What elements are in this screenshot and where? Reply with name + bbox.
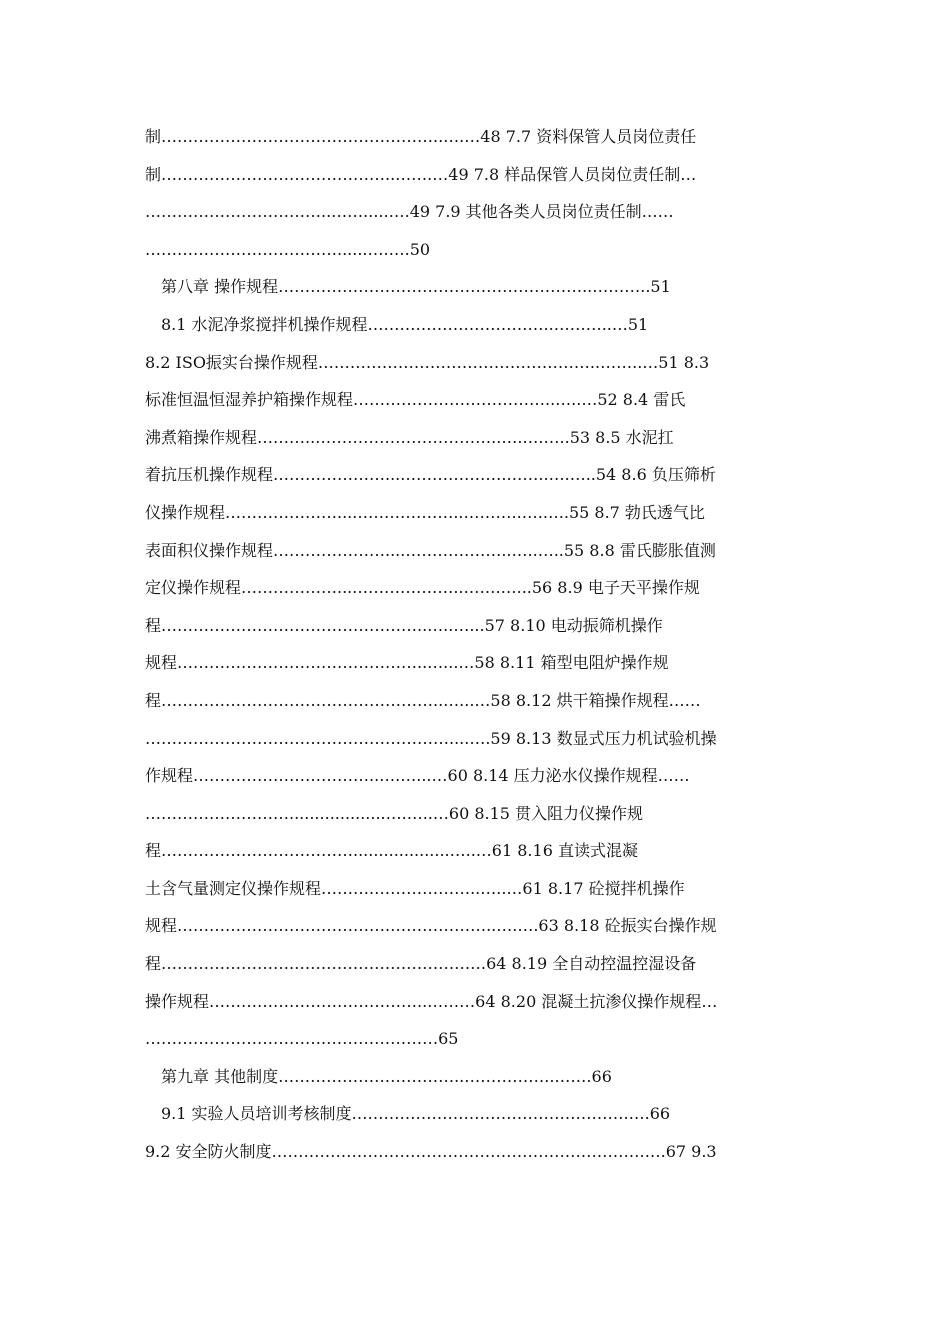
toc-line: 程…………………….………………………………64 8.19 全自动控温控湿设备: [145, 954, 697, 974]
toc-line: …………………………………………………....….59 8.13 数显式压力机试验机操: [145, 728, 717, 748]
toc-line: 表面积仪操作规程…………………....………………..…..…..55 8.8 雷氏膨胀值测: [145, 540, 716, 560]
toc-line: 操作规程…………………………………..………64 8.20 混凝土抗渗仪操作规程…: [145, 991, 718, 1011]
toc-line: 9.1 实验人员培训考核制度…………………………………………….….66: [161, 1104, 671, 1124]
toc-line: 程………………………………...................…..…61 8.16 直读式混凝: [145, 841, 638, 861]
toc-line: 作规程……………………………..….…...…60 8.14 压力泌水仪操作规程……: [145, 766, 690, 786]
toc-line: 标准恒温恒湿养护箱操作规程………………………………..…..…52 8.4 雷氏: [145, 390, 686, 410]
toc-line: 制……………………………………..…….…49 7.8 样品保管人员岗位责任制…: [145, 164, 697, 184]
toc-line: 8.1 水泥净浆搅拌机操作规程……………………………..………..…51: [161, 314, 649, 334]
toc-line: 程……………………………………………..…...…58 8.12 烘干箱操作规程……: [145, 690, 701, 710]
toc-line: 规程………………………………….………………..….….63 8.18 砼振实台操作规: [145, 916, 717, 936]
toc-line: 9.2 安全防火制度…………………………………………………………….….67 9.3: [145, 1142, 717, 1162]
toc-line: ……………………………..…….....….49 7.9 其他各类人员岗位责任制……: [145, 202, 674, 222]
toc-line: 规程………………………………………..…...…58 8.11 箱型电阻炉操作规: [145, 653, 669, 673]
toc-line: ………………………...................….…..…60 8.15 贯入阻力仪操作规: [145, 803, 644, 823]
table-of-contents: [145, 118, 815, 1171]
toc-line: 仪操作规程…………………....………………..………..….…..55 8.7 勃氏透气比: [145, 502, 705, 522]
toc-line: …………………………….…………………65: [145, 1029, 459, 1049]
toc-line: 程…………………………………………..…..…...57 8.10 电动振筛机操作: [145, 615, 663, 635]
toc-line: 第八章 操作规程…………………………………………………..………..51: [161, 277, 671, 297]
toc-line: 定仪操作规程………………....………………..…….…...56 8.9 电子天平操作规: [145, 578, 700, 598]
toc-line: 第九章 其他制度……………………………..……………..…….66: [161, 1066, 612, 1086]
toc-line: 土含气量测定仪操作规程……….………………..…..…61 8.17 砼搅拌机操作: [145, 878, 685, 898]
toc-line: 制……………………………………………..….…48 7.7 资料保管人员岗位责任: [145, 127, 697, 146]
toc-line: 着抗压机操作规程…………………....……………….……..….…..54 8.6 负压筛析: [145, 465, 716, 485]
toc-line: ………………………………......….….50: [145, 239, 431, 259]
toc-line: 8.2 ISO振实台操作规程……………………………………………..……..…51 8.3: [145, 352, 710, 372]
toc-line: 沸煮箱操作规程………..……………………………..….….…..53 8.5 水泥扛: [145, 427, 674, 447]
